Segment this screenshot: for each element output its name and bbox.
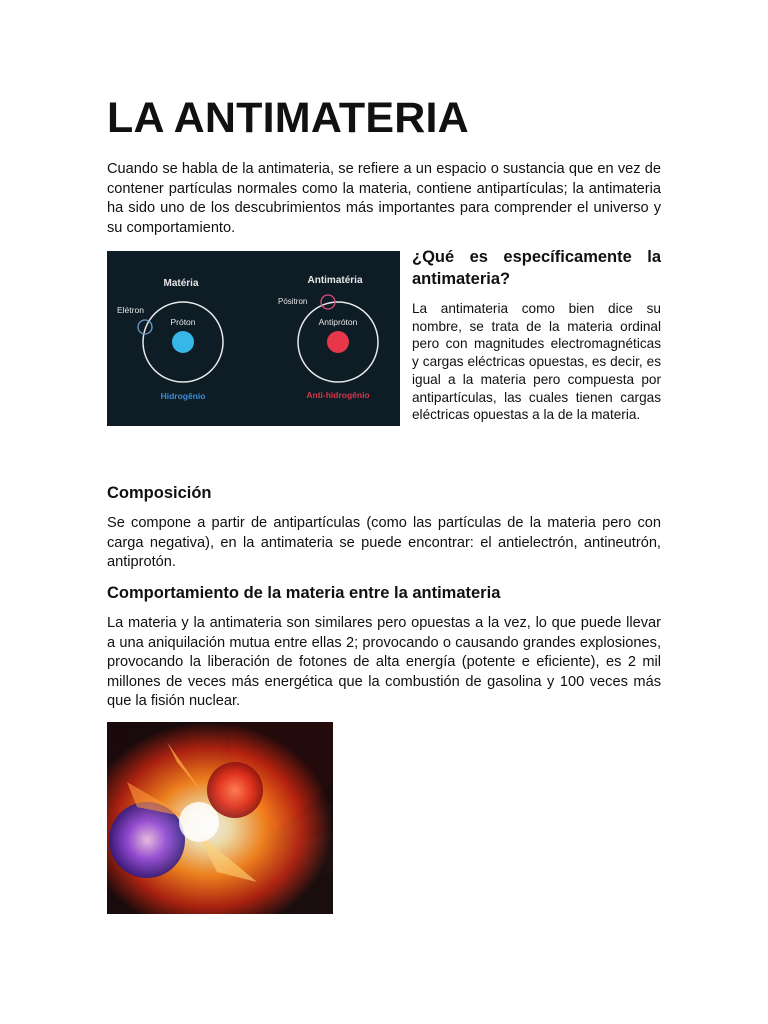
page-title: LA ANTIMATERIA	[107, 94, 469, 142]
proton-label: Próton	[170, 317, 196, 327]
proton-particle	[172, 331, 194, 353]
antiproton-particle	[327, 331, 349, 353]
antiproton-label: Antipróton	[318, 317, 358, 327]
section-text-composition: Se compone a partir de antipartículas (como las partículas de la materia pero con carga negativa), en la antimateria se puede encontrar: el antielectrón, antineutrón, antiprotón.	[107, 515, 661, 571]
section-heading-composition: Composición	[107, 484, 212, 502]
matter-antimatter-figure	[107, 251, 400, 426]
electron-label: Elétron	[117, 305, 144, 315]
antihydrogen-label: Anti-hidrogênio	[306, 390, 370, 400]
section-heading-what: ¿Qué es específicamente la antimateria?	[412, 248, 661, 288]
section-text-what: La antimateria como bien dice su nombre, se trata de la materia ordinal pero con magnitudes electromagnéticas y cargas eléctricas opuestas, es decir, es igual a la materia pero compuesta por antipartículas, las cuales tienen cargas eléctricas opuestas a la de la materia.	[412, 301, 661, 423]
annihilation-explosion-image	[107, 722, 333, 914]
antimatter-title: Antimatéria	[307, 275, 363, 286]
hydrogen-label: Hidrogênio	[160, 391, 206, 401]
positron-label: Pósitron	[278, 297, 308, 306]
section-heading-behavior: Comportamiento de la materia entre la antimateria	[107, 584, 501, 602]
matter-title: Matéria	[163, 278, 199, 289]
intro-paragraph: Cuando se habla de la antimateria, se refiere a un espacio o sustancia que en vez de contener partículas normales como la materia, contiene antipartículas; la antimateria ha sido uno de los descubrimientos más importantes para comprender el universo y su comportamiento.	[107, 161, 661, 236]
section-text-behavior: La materia y la antimateria son similares pero opuestas a la vez, lo que puede llevar a una aniquilación mutua entre ellas 2; provocando o causando grandes explosiones, provocando la liberación de fotones de alta energía (potente e eficiente), es 2 mil millones de veces más energética que la combustión de gasolina y 100 veces más que la fisión nuclear.	[107, 615, 661, 710]
